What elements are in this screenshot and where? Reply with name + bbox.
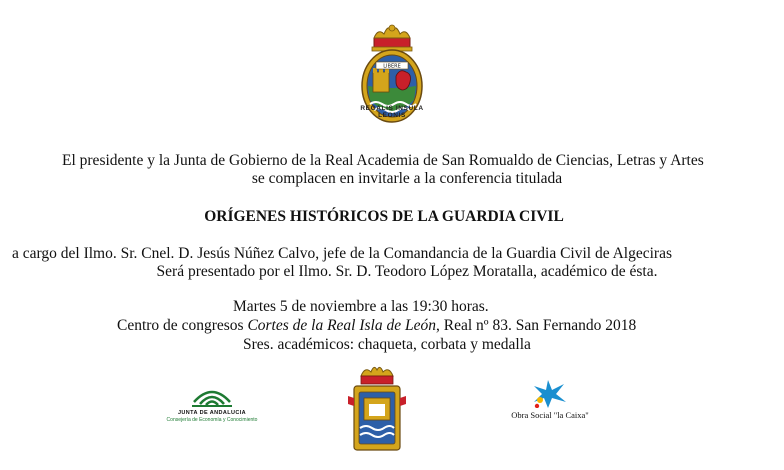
junta-name: JUNTA DE ANDALUCIA xyxy=(177,410,247,416)
junta-department: Consejería de Economía y Conocimiento xyxy=(166,417,258,423)
junta-emblem-icon xyxy=(172,380,252,410)
la-caixa-logo xyxy=(498,378,602,428)
venue-line xyxy=(117,317,636,335)
invitation-line-2: se complacen en invitarle a la conferencia titulada xyxy=(251,170,563,187)
dress-code-line: Sres. académicos: chaqueta, corbata y medalla xyxy=(243,336,531,353)
city-crest xyxy=(346,366,408,456)
caixa-star-icon xyxy=(498,378,602,408)
venue-prefix: Centro de congresos xyxy=(117,317,248,334)
invitation-line-1: El presidente y la Junta de Gobierno de la Real Academia de San Romualdo de Ciencias, Letras y Artes xyxy=(62,152,704,169)
crest-ribbon-text: LIBERE xyxy=(383,63,401,70)
venue-suffix: , Real nº 83. San Fernando 2018 xyxy=(436,317,637,334)
crest-motto: REGALIS INSULA LEONIS xyxy=(360,105,424,119)
presenter-line: Será presentado por el Ilmo. Sr. D. Teodoro López Moratalla, académico de ésta. xyxy=(156,263,658,280)
junta-andalucia-logo xyxy=(166,380,258,428)
venue-name: Cortes de la Real Isla de León xyxy=(247,317,436,334)
conference-title: ORÍGENES HISTÓRICOS DE LA GUARDIA CIVIL xyxy=(204,208,564,225)
date-line: Martes 5 de noviembre a las 19:30 horas. xyxy=(233,298,489,315)
speaker-line: a cargo del Ilmo. Sr. Cnel. D. Jesús Núñez Calvo, jefe de la Comandancia de la Guardia Civil de Algeciras xyxy=(12,245,672,262)
caixa-name: Obra Social "la Caixa" xyxy=(511,410,589,420)
